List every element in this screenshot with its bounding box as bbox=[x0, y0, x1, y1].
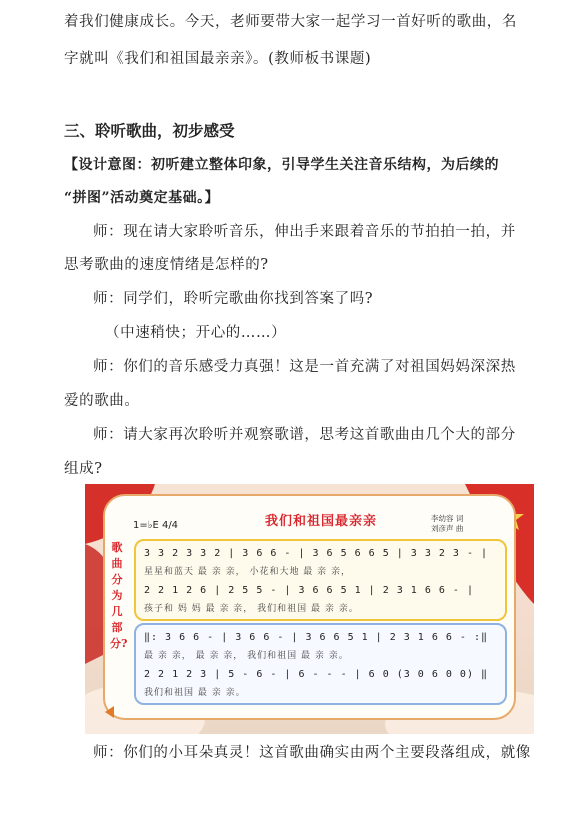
section-a-box bbox=[134, 539, 507, 621]
notation-line: ‖: 3 6 6 - | 3 6 6 - | 3 6 6 5 1 | 2 3 1 6 6 - :‖ bbox=[144, 632, 489, 643]
section-heading: 三、聆听歌曲，初步感受 bbox=[64, 122, 235, 140]
song-score-slide bbox=[85, 484, 534, 734]
student-answer: （中速稍快；开心的……） bbox=[105, 325, 287, 341]
design-intent-line: “拼图”活动奠定基础。】 bbox=[64, 190, 220, 206]
teacher-line: 师：同学们，聆听完歌曲你找到答案了吗? bbox=[93, 291, 374, 307]
key-signature: 1=♭E 4/4 bbox=[133, 520, 179, 531]
speaker-icon[interactable] bbox=[105, 706, 114, 718]
lyrics-line: 我们和祖国 最 亲 亲。 bbox=[144, 688, 246, 698]
section-b-box bbox=[134, 623, 507, 705]
lyrics-line: 孩子和 妈 妈 最 亲 亲， 我们和祖国 最 亲 亲。 bbox=[144, 604, 359, 614]
lyricist-credit: 李幼容 词 bbox=[431, 514, 464, 523]
teacher-line: 师：你们的小耳朵真灵！这首歌曲确实由两个主要段落组成，就像 bbox=[93, 745, 531, 761]
score-card bbox=[103, 494, 516, 720]
lyrics-line: 星星和蓝天 最 亲 亲， 小花和大地 最 亲 亲， bbox=[144, 567, 352, 577]
design-intent-line: 【设计意图：初听建立整体印象，引导学生关注音乐结构，为后续的 bbox=[64, 157, 499, 173]
teacher-line: 师：现在请大家聆听音乐，伸出手来跟着音乐的节拍拍一拍，并 bbox=[93, 224, 516, 240]
song-title: 我们和祖国最亲亲 bbox=[265, 514, 378, 529]
notation-line: 2 2 1 2 3 | 5 - 6 - | 6 - - - | 6 0 (3 0 6 0 0) ‖ bbox=[144, 669, 489, 680]
teacher-line: 思考歌曲的速度情绪是怎样的? bbox=[64, 257, 269, 273]
notation-line: 2 2 1 2 6 | 2 5 5 - | 3 6 6 5 1 | 2 3 1 6 6 - | bbox=[144, 585, 474, 596]
paragraph-line: 着我们健康成长。今天，老师要带大家一起学习一首好听的歌曲，名 bbox=[64, 14, 517, 30]
notation-line: 3 3 2 3 3 2 | 3 6 6 - | 3 6 5 6 6 5 | 3 3 2 3 - | bbox=[144, 548, 489, 559]
teacher-line: 组成? bbox=[64, 461, 103, 477]
teacher-line: 师：请大家再次聆听并观察歌谱，思考这首歌曲由几个大的部分 bbox=[93, 427, 516, 443]
teacher-line: 师：你们的音乐感受力真强！这是一首充满了对祖国妈妈深深热 bbox=[93, 359, 516, 375]
lyrics-line: 最 亲 亲， 最 亲 亲， 我们和祖国 最 亲 亲。 bbox=[144, 651, 349, 661]
paragraph-line: 字就叫《我们和祖国最亲亲》。(教师板书课题) bbox=[64, 51, 372, 67]
side-question: 歌曲分为几部分? bbox=[110, 541, 128, 650]
composer-credit: 刘彦声 曲 bbox=[431, 524, 464, 533]
teacher-line: 爱的歌曲。 bbox=[64, 393, 140, 409]
